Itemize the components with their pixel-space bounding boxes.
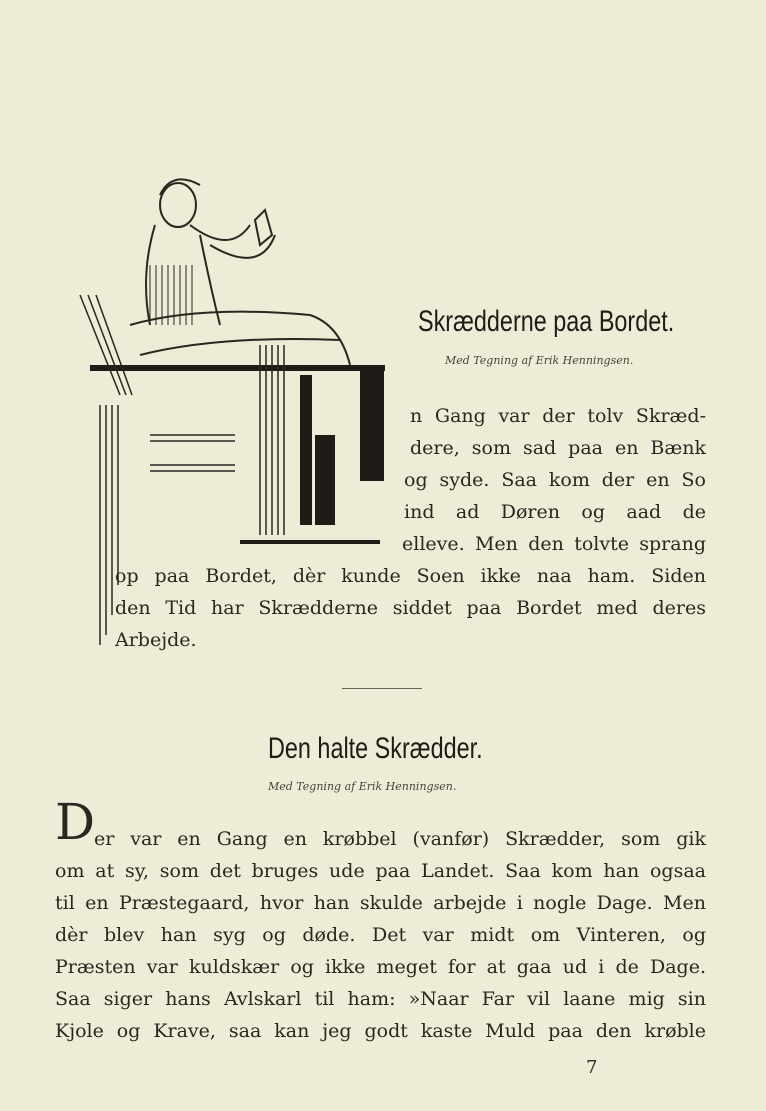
drop-cap: D — [55, 793, 96, 851]
story2-line: dèr blev han syg og døde. Det var midt om Vinteren, og — [55, 924, 706, 946]
story1-byline: Med Tegning af Erik Henningsen. — [445, 354, 634, 367]
story1-line: ind ad Døren og aad de — [404, 501, 706, 523]
story2-line: Kjole og Krave, saa kan jeg godt kaste Muld paa den krøble — [55, 1020, 706, 1042]
story1-line: og syde. Saa kom der en So — [404, 469, 706, 491]
story2-byline: Med Tegning af Erik Henningsen. — [268, 780, 457, 793]
story2-line: Saa siger hans Avlskarl til ham: »Naar Far vil laane mig sin — [55, 988, 706, 1010]
story1-line: op paa Bordet, dèr kunde Soen ikke naa ham. Siden — [115, 565, 706, 587]
story1-line: n Gang var der tolv Skræd- — [410, 405, 706, 427]
story1-line: dere, som sad paa en Bænk — [410, 437, 706, 459]
page-number: 7 — [586, 1057, 598, 1078]
story1-line: den Tid har Skrædderne siddet paa Bordet med deres — [115, 597, 706, 619]
section-divider — [342, 688, 422, 689]
story2-line: til en Præstegaard, hvor han skulde arbejde i nogle Dage. Men — [55, 892, 706, 914]
story2-line: er var en Gang en krøbbel (vanfør) Skrædder, som gik — [94, 828, 706, 850]
story1-title: Skrædderne paa Bordet. — [418, 305, 675, 338]
story1-line: Arbejde. — [115, 629, 197, 651]
story2-line: om at sy, som det bruges ude paa Landet. Saa kom han ogsaa — [55, 860, 706, 882]
story2-title: Den halte Skrædder. — [268, 732, 483, 765]
story1-line: elleve. Men den tolvte sprang — [402, 533, 706, 555]
story2-line: Præsten var kuldskær og ikke meget for at gaa ud i de Dage. — [55, 956, 706, 978]
